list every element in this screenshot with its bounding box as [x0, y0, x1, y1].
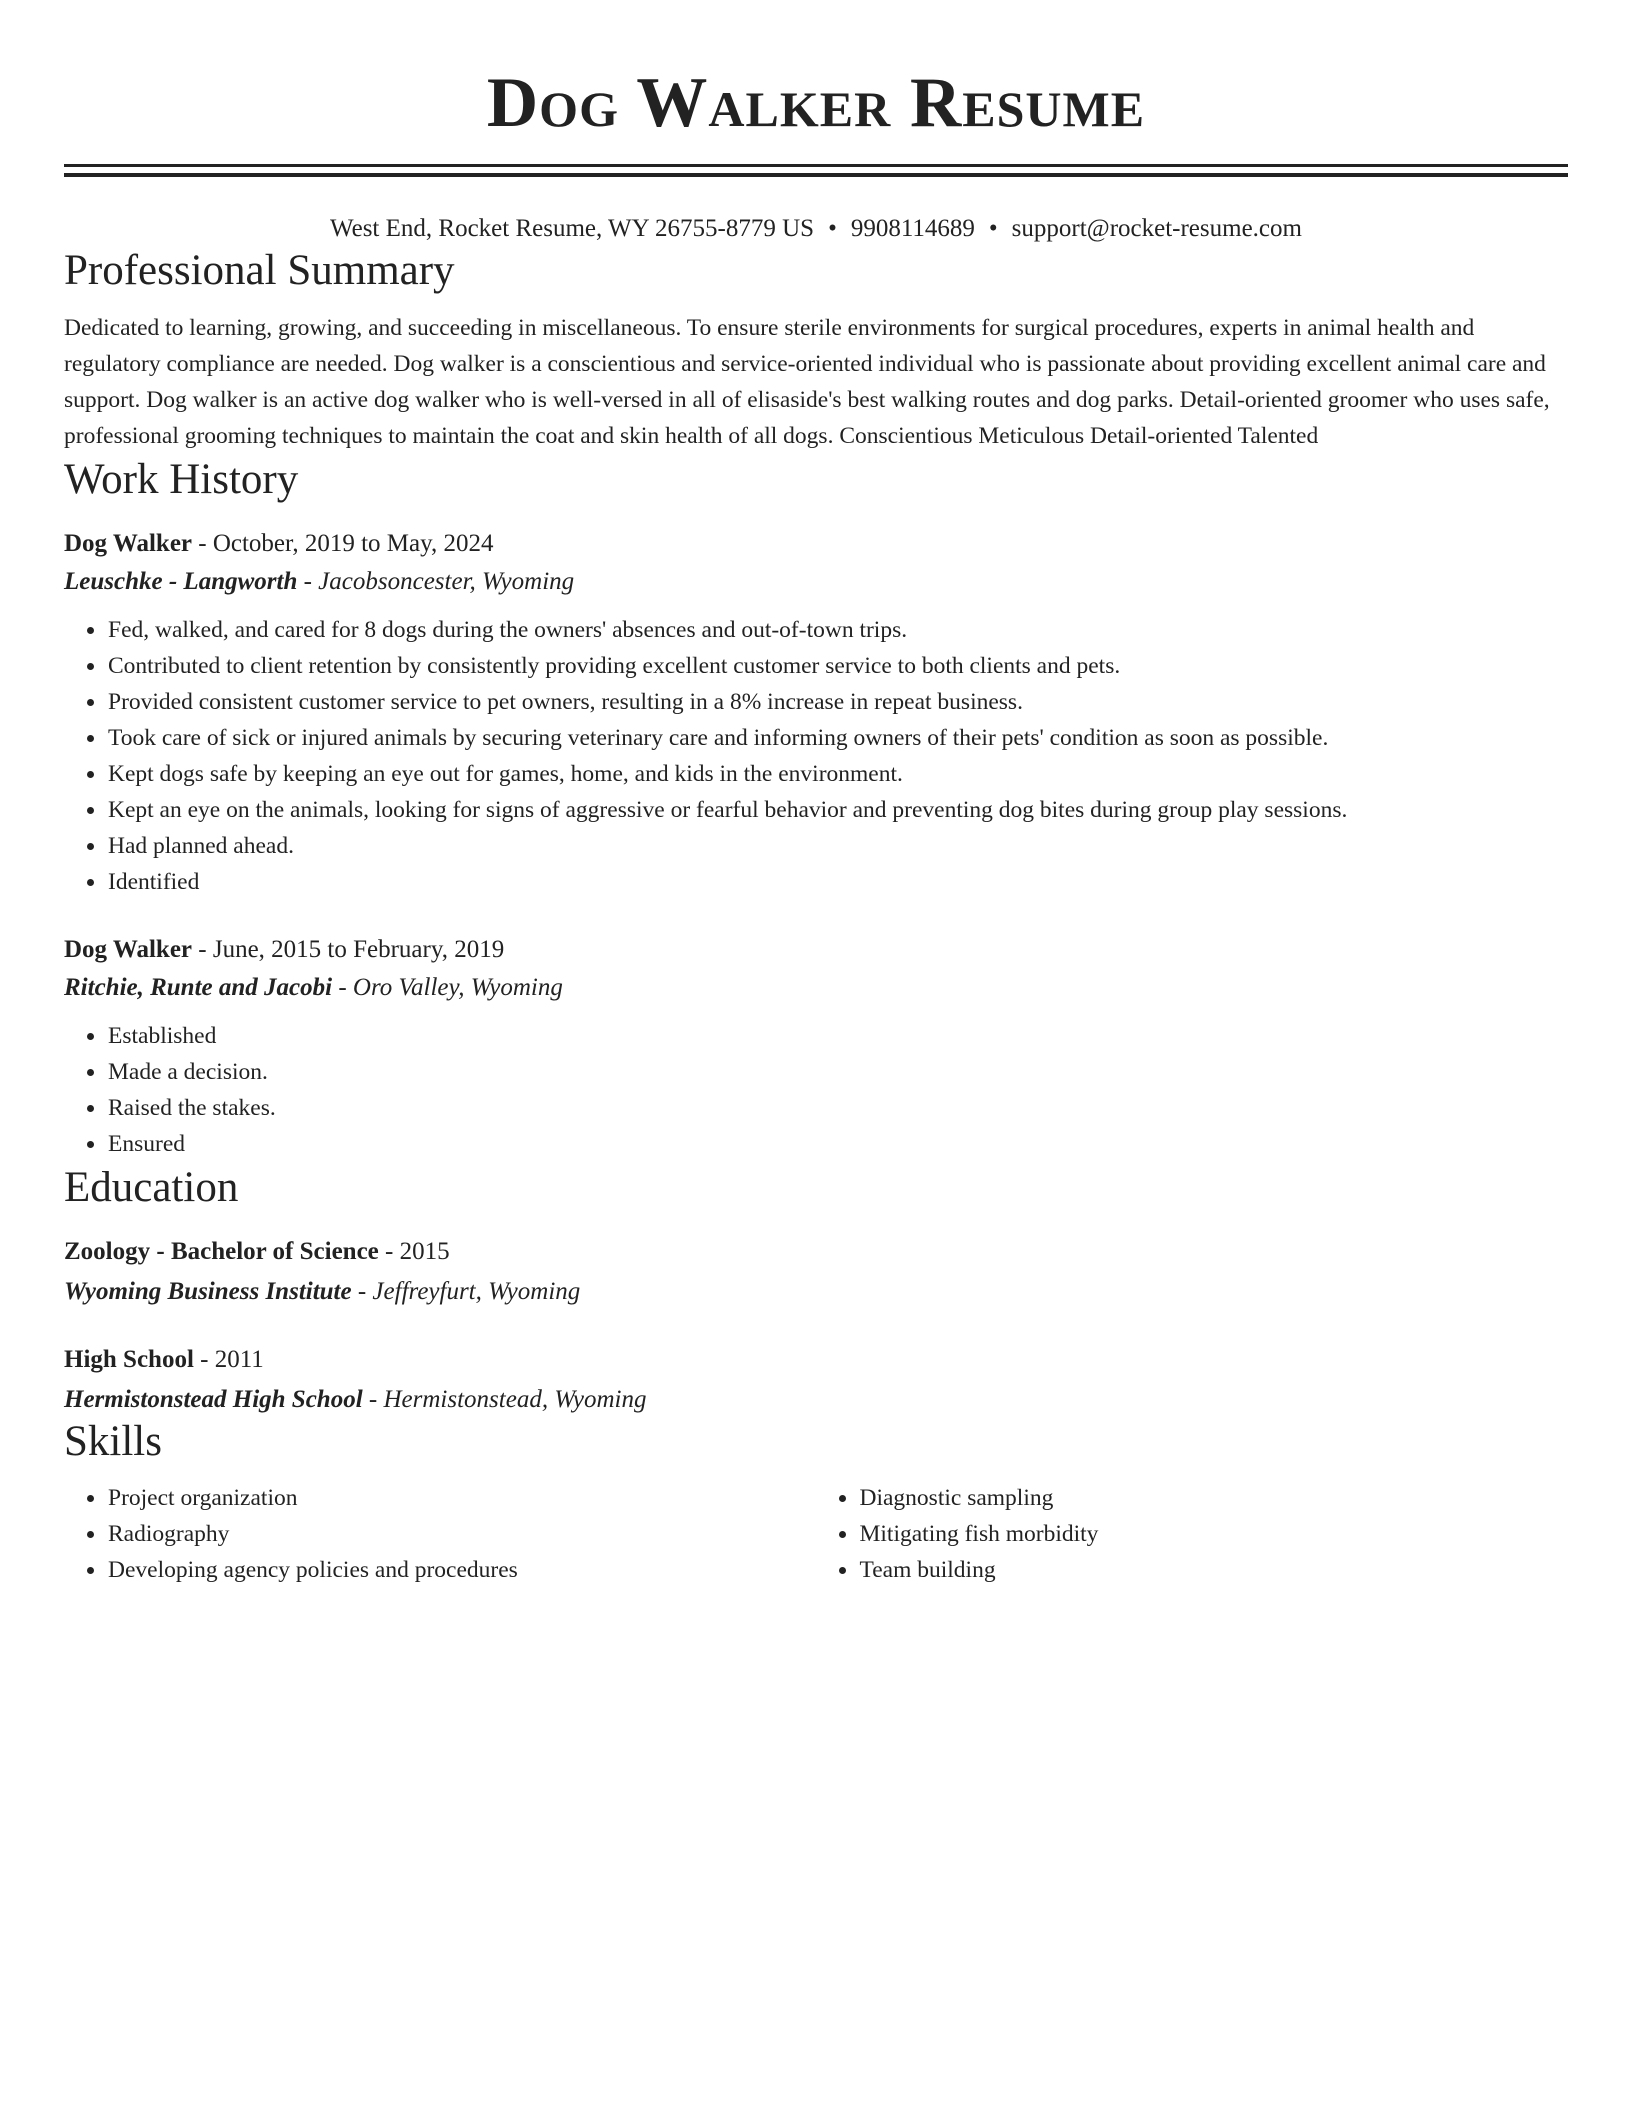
contact-phone: 9908114689: [850, 215, 975, 242]
skill-item: • Project organization: [107, 1480, 817, 1516]
resume-title: Dog Walker Resume: [486, 64, 1146, 142]
education-degree-line: [64, 1344, 1568, 1376]
skill-item: • Mitigating fish morbidity: [859, 1516, 1569, 1552]
job-bullet: • Established: [107, 1018, 1568, 1054]
skills-grid: [64, 1480, 1568, 1588]
job-bullet: • Kept an eye on the animals, looking for signs of aggressive or fearful behavior and preventing dog bites during group play sessions.: [107, 792, 1568, 828]
job-bullet: • Made a decision.: [107, 1054, 1568, 1090]
job-bullets: [64, 612, 1568, 900]
job-bullet: • Raised the stakes.: [107, 1090, 1568, 1126]
title-divider-thin: [64, 164, 1568, 167]
summary-heading: Professional Summary: [64, 247, 455, 294]
job-company: Ritchie, Runte and Jacobi: [64, 974, 333, 1001]
job-entry: [64, 934, 1568, 1162]
contact-separator: •: [828, 215, 837, 242]
education-heading: Education: [64, 1164, 239, 1211]
job-location: - Jacobsoncester, Wyoming: [297, 568, 575, 595]
job-bullet: • Took care of sick or injured animals by securing veterinary care and informing owners of their pets' condition as soon as possible.: [107, 720, 1568, 756]
job-bullet: • Contributed to client retention by consistently providing excellent customer service to both clients and pets.: [107, 648, 1568, 684]
job-entry: [64, 528, 1568, 900]
skills-column-1: [64, 1480, 817, 1588]
job-bullet: • Had planned ahead.: [107, 828, 1568, 864]
job-dates: - June, 2015 to February, 2019: [192, 936, 505, 963]
job-role: Dog Walker: [64, 936, 193, 963]
job-bullet: • Ensured: [107, 1126, 1568, 1162]
contact-email: support@rocket-resume.com: [1011, 215, 1302, 242]
education-location: - Hermistonstead, Wyoming: [362, 1386, 647, 1413]
contact-line: [64, 213, 1568, 245]
job-bullet: • Identified: [107, 864, 1568, 900]
contact-address: West End, Rocket Resume, WY 26755-8779 US: [330, 215, 815, 242]
education-school-line: [64, 1276, 1568, 1308]
education-entry: [64, 1236, 1568, 1308]
work-history-heading: Work History: [64, 456, 299, 503]
education-school: Wyoming Business Institute: [64, 1278, 352, 1305]
job-location: - Oro Valley, Wyoming: [332, 974, 563, 1001]
job-bullet: • Kept dogs safe by keeping an eye out for games, home, and kids in the environment.: [107, 756, 1568, 792]
job-company-line: [64, 972, 1568, 1004]
education-location: - Jeffreyfurt, Wyoming: [351, 1278, 581, 1305]
education-year: - 2015: [378, 1238, 450, 1265]
skill-item: • Diagnostic sampling: [859, 1480, 1569, 1516]
job-company: Leuschke - Langworth: [64, 568, 298, 595]
education-degree: Zoology - Bachelor of Science: [64, 1238, 379, 1265]
job-dates: - October, 2019 to May, 2024: [192, 530, 494, 557]
education-year: - 2011: [193, 1346, 264, 1373]
education-degree: High School: [64, 1346, 194, 1373]
summary-text: Dedicated to learning, growing, and succeeding in miscellaneous. To ensure sterile environments for surgical procedures, experts in animal health and regulatory compliance are needed. Dog walker is a conscientious and service-oriented individual who is passionate about providing excellent animal care and support. Dog walker is an active dog walker who is well-versed in all of elisaside's best walking routes and dog parks. Detail-oriented groomer who uses safe, professional grooming techniques to maintain the coat and skin health of all dogs. Conscientious Meticulous Detail-oriented Talented: [64, 315, 1550, 449]
job-bullet: • Provided consistent customer service to pet owners, resulting in a 8% increase in repeat business.: [107, 684, 1568, 720]
job-role: Dog Walker: [64, 530, 193, 557]
title-divider-thick: [64, 173, 1568, 177]
skills-heading: Skills: [64, 1418, 162, 1465]
job-company-line: [64, 566, 1568, 598]
job-title-line: [64, 528, 1568, 560]
skill-item: • Developing agency policies and procedures: [107, 1552, 817, 1588]
education-school-line: [64, 1384, 1568, 1416]
job-title-line: [64, 934, 1568, 966]
skill-item: • Team building: [859, 1552, 1569, 1588]
skills-column-2: [817, 1480, 1569, 1588]
contact-separator: •: [988, 215, 998, 242]
education-school: Hermistonstead High School: [64, 1386, 363, 1413]
education-entry: [64, 1344, 1568, 1416]
job-bullets: [64, 1018, 1568, 1162]
education-degree-line: [64, 1236, 1568, 1268]
job-bullet: • Fed, walked, and cared for 8 dogs during the owners' absences and out-of-town trips.: [107, 612, 1568, 648]
skill-item: • Radiography: [107, 1516, 817, 1552]
